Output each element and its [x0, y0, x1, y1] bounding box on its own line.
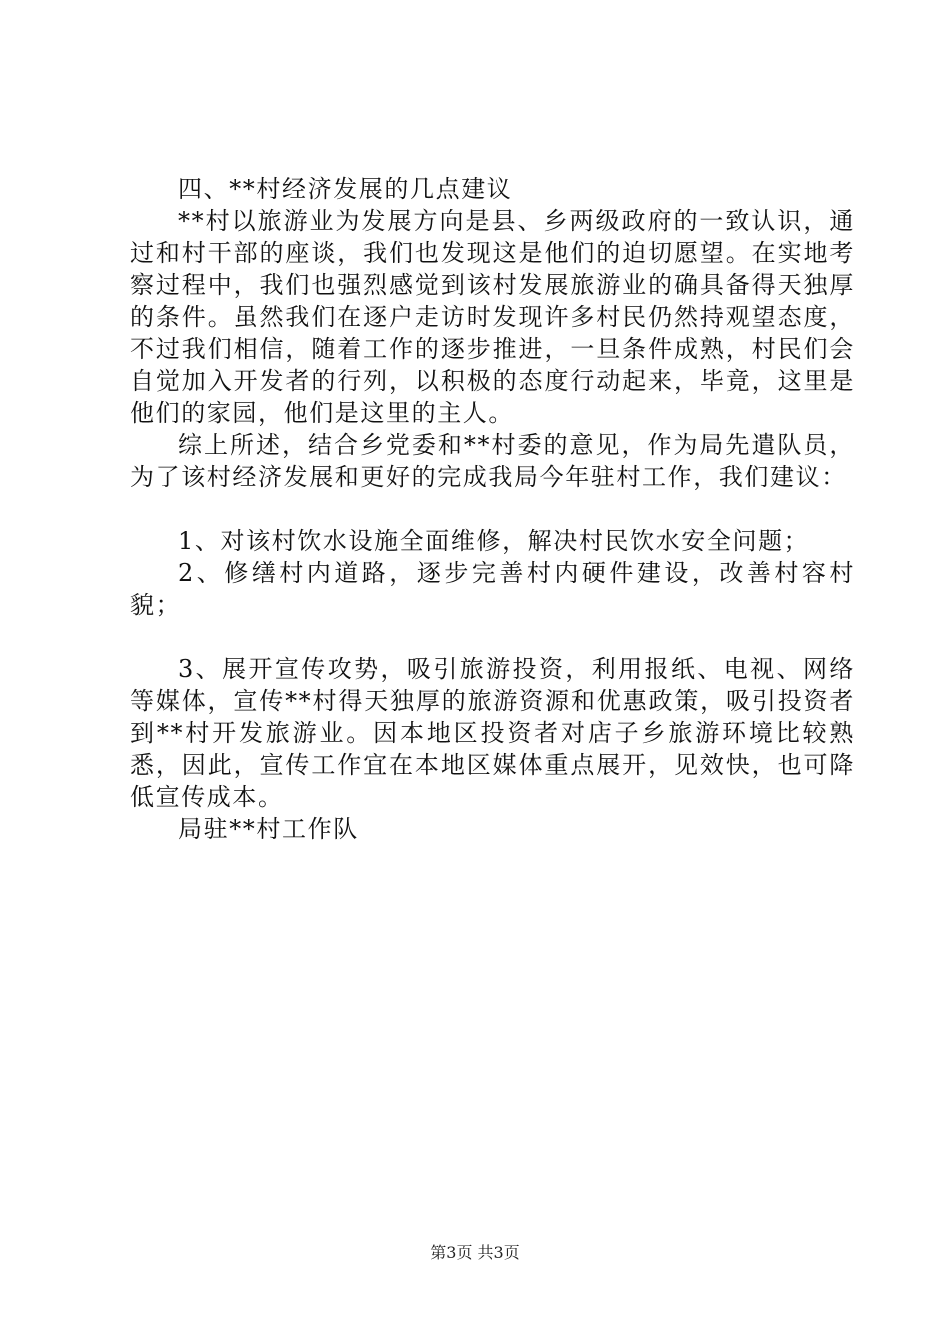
signature: 局驻**村工作队 — [178, 815, 359, 843]
suggestion-item-roads: 2、修缮村内道路，逐步完善村内硬件建设，改善村容村貌； — [130, 559, 855, 619]
document-body — [130, 173, 855, 845]
paragraph-summary-suggestion: 综上所述，结合乡党委和**村委的意见，作为局先遣队员，为了该村经济发展和更好的完成我局今年驻村工作，我们建议： — [130, 431, 855, 491]
section-heading: 四、**村经济发展的几点建议 — [178, 175, 513, 203]
paragraph-tourism-consensus: **村以旅游业为发展方向是县、乡两级政府的一致认识，通过和村干部的座谈，我们也发现这是他们的迫切愿望。在实地考察过程中，我们也强烈感觉到该村发展旅游业的确具备得天独厚的条件。虽然我们在逐户走访时发现许多村民仍然持观望态度，不过我们相信，随着工作的逐步推进，一旦条件成熟，村民们会自觉加入开发者的行列，以积极的态度行动起来，毕竟，这里是他们的家园，他们是这里的主人。 — [130, 207, 855, 427]
suggestion-item-water: 1、对该村饮水设施全面维修，解决村民饮水安全问题； — [178, 527, 810, 555]
suggestion-item-publicity: 3、展开宣传攻势，吸引旅游投资，利用报纸、电视、网络等媒体，宣传**村得天独厚的旅游资源和优惠政策，吸引投资者到**村开发旅游业。因本地区投资者对店子乡旅游环境比较熟悉，因此，宣传工作宜在本地区媒体重点展开，见效快，也可降低宣传成本。 — [130, 655, 855, 811]
page-number-footer: 第3页 共3页 — [430, 1243, 520, 1262]
